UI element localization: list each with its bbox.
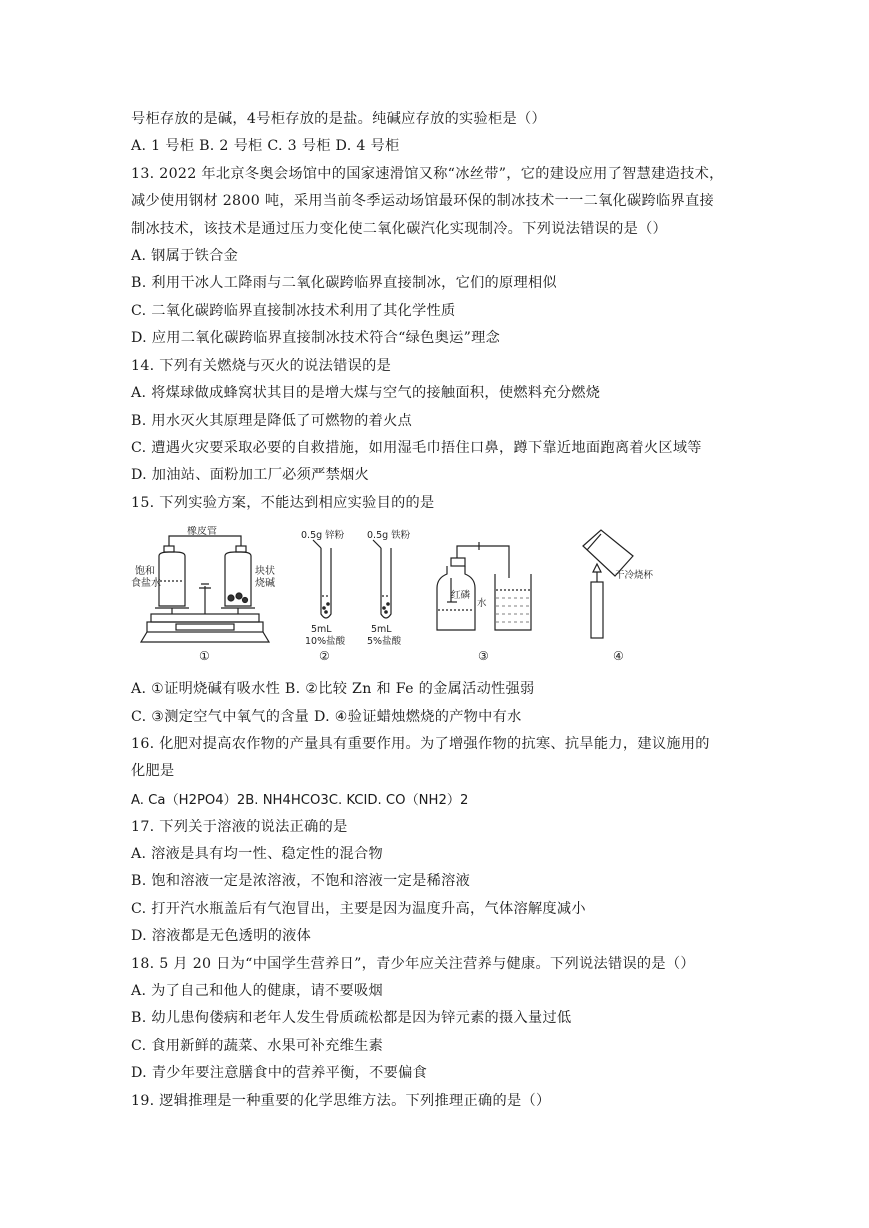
label-zinc: 0.5g 锌粉: [301, 530, 345, 541]
text-line: 号柜存放的是碱，4号柜存放的是盐。纯碱应存放的实验柜是（）: [131, 111, 546, 127]
option-c: C. 打开汽水瓶盖后有气泡冒出，主要是因为温度升高，气体溶解度减小: [131, 901, 586, 917]
option-a: A. 溶液是具有均一性、稳定性的混合物: [131, 846, 383, 862]
option-c: C. 遭遇火灾要采取必要的自救措施，如用湿毛巾捂住口鼻，蹲下靠近地面跑离着火区域等: [131, 440, 702, 456]
question-16: 16. 化肥对提高农作物的产量具有重要作用。为了增强作物的抗寒、抗旱能力，建议施用的: [131, 736, 710, 752]
question-15: 15. 下列实验方案，不能达到相应实验目的的是: [131, 495, 435, 511]
label-iron: 0.5g 铁粉: [367, 530, 411, 541]
figure-number-4: ④: [613, 649, 624, 663]
label-tube: 橡皮管: [187, 526, 217, 537]
question-17: 17. 下列关于溶液的说法正确的是: [131, 819, 348, 835]
label-left-bottle-2: 食盐水: [131, 578, 161, 589]
experiment-figure: [131, 526, 691, 666]
test-tubes: [313, 540, 391, 618]
option-a: A. 将煤球做成蜂窝状其目的是增大煤与空气的接触面积，使燃料充分燃烧: [131, 385, 601, 401]
candle-apparatus: [583, 530, 633, 638]
balance-apparatus: [141, 536, 269, 642]
text-line: 制冰技术，该技术是通过压力变化使二氧化碳汽化实现制冷。下列说法错误的是（）: [131, 221, 668, 237]
label-beaker: 干冷烧杯: [615, 570, 654, 581]
option-b: B. 幼儿患佝偻病和老年人发生骨质疏松都是因为锌元素的摄入量过低: [131, 1010, 572, 1026]
label-acid1-vol: 5mL: [311, 624, 332, 635]
option-d: D. 溶液都是无色透明的液体: [131, 928, 312, 944]
oxygen-measurement-apparatus: [437, 542, 531, 630]
figure-number-1: ①: [199, 649, 210, 663]
label-acid2-vol: 5mL: [371, 624, 392, 635]
option-c: C. 食用新鲜的蔬菜、水果可补充维生素: [131, 1038, 384, 1054]
option-b: B. 利用干冰人工降雨与二氧化碳跨临界直接制冰，它们的原理相似: [131, 275, 557, 291]
option-d: D. 加油站、面粉加工厂必须严禁烟火: [131, 467, 370, 483]
figure-number-2: ②: [319, 649, 330, 663]
label-acid2: 5%盐酸: [367, 636, 402, 647]
label-left-bottle-1: 饱和: [135, 566, 155, 577]
question-13: 13. 2022 年北京冬奥会场馆中的国家速滑馆又称“冰丝带”，它的建设应用了智慧建造技术，: [131, 166, 724, 182]
question-14: 14. 下列有关燃烧与灭火的说法错误的是: [131, 358, 392, 374]
label-acid1: 10%盐酸: [305, 636, 346, 647]
q16-options: A. Ca（H2PO4）2B. NH4HCO3C. KCID. CO（NH2）2: [131, 793, 469, 808]
option-a: A. 钢属于铁合金: [131, 248, 239, 264]
option-b: B. 饱和溶液一定是浓溶液，不饱和溶液一定是稀溶液: [131, 873, 471, 889]
figure-number-3: ③: [478, 649, 489, 663]
label-right-bottle-2: 烧碱: [255, 578, 275, 589]
option-d: D. 青少年要注意膳食中的营养平衡，不要偏食: [131, 1065, 428, 1081]
option-c: C. 二氧化碳跨临界直接制冰技术利用了其化学性质: [131, 303, 456, 319]
option-b: B. 用水灭火其原理是降低了可燃物的着火点: [131, 413, 413, 429]
q15-options-ab: A. ①证明烧碱有吸水性 B. ②比较 Zn 和 Fe 的金属活动性强弱: [131, 681, 535, 697]
text-line: 化肥是: [131, 763, 175, 779]
option-a: A. 为了自己和他人的健康，请不要吸烟: [131, 983, 383, 999]
question-19: 19. 逻辑推理是一种重要的化学思维方法。下列推理正确的是（）: [131, 1093, 551, 1109]
q15-options-cd: C. ③测定空气中氧气的含量 D. ④验证蜡烛燃烧的产物中有水: [131, 709, 522, 725]
text-line: A. 1 号柜 B. 2 号柜 C. 3 号柜 D. 4 号柜: [131, 138, 400, 154]
label-water: 水: [477, 598, 487, 609]
text-line: 减少使用钢材 2800 吨，采用当前冬季运动场馆最环保的制冰技术一一二氧化碳跨临界直接: [131, 193, 714, 209]
label-phosphorus: 红磷: [451, 590, 471, 601]
label-right-bottle-1: 块状: [255, 566, 275, 577]
question-18: 18. 5 月 20 日为“中国学生营养日”，青少年应关注营养与健康。下列说法错误的是（）: [131, 956, 695, 972]
option-d: D. 应用二氧化碳跨临界直接制冰技术符合“绿色奥运”理念: [131, 330, 501, 346]
